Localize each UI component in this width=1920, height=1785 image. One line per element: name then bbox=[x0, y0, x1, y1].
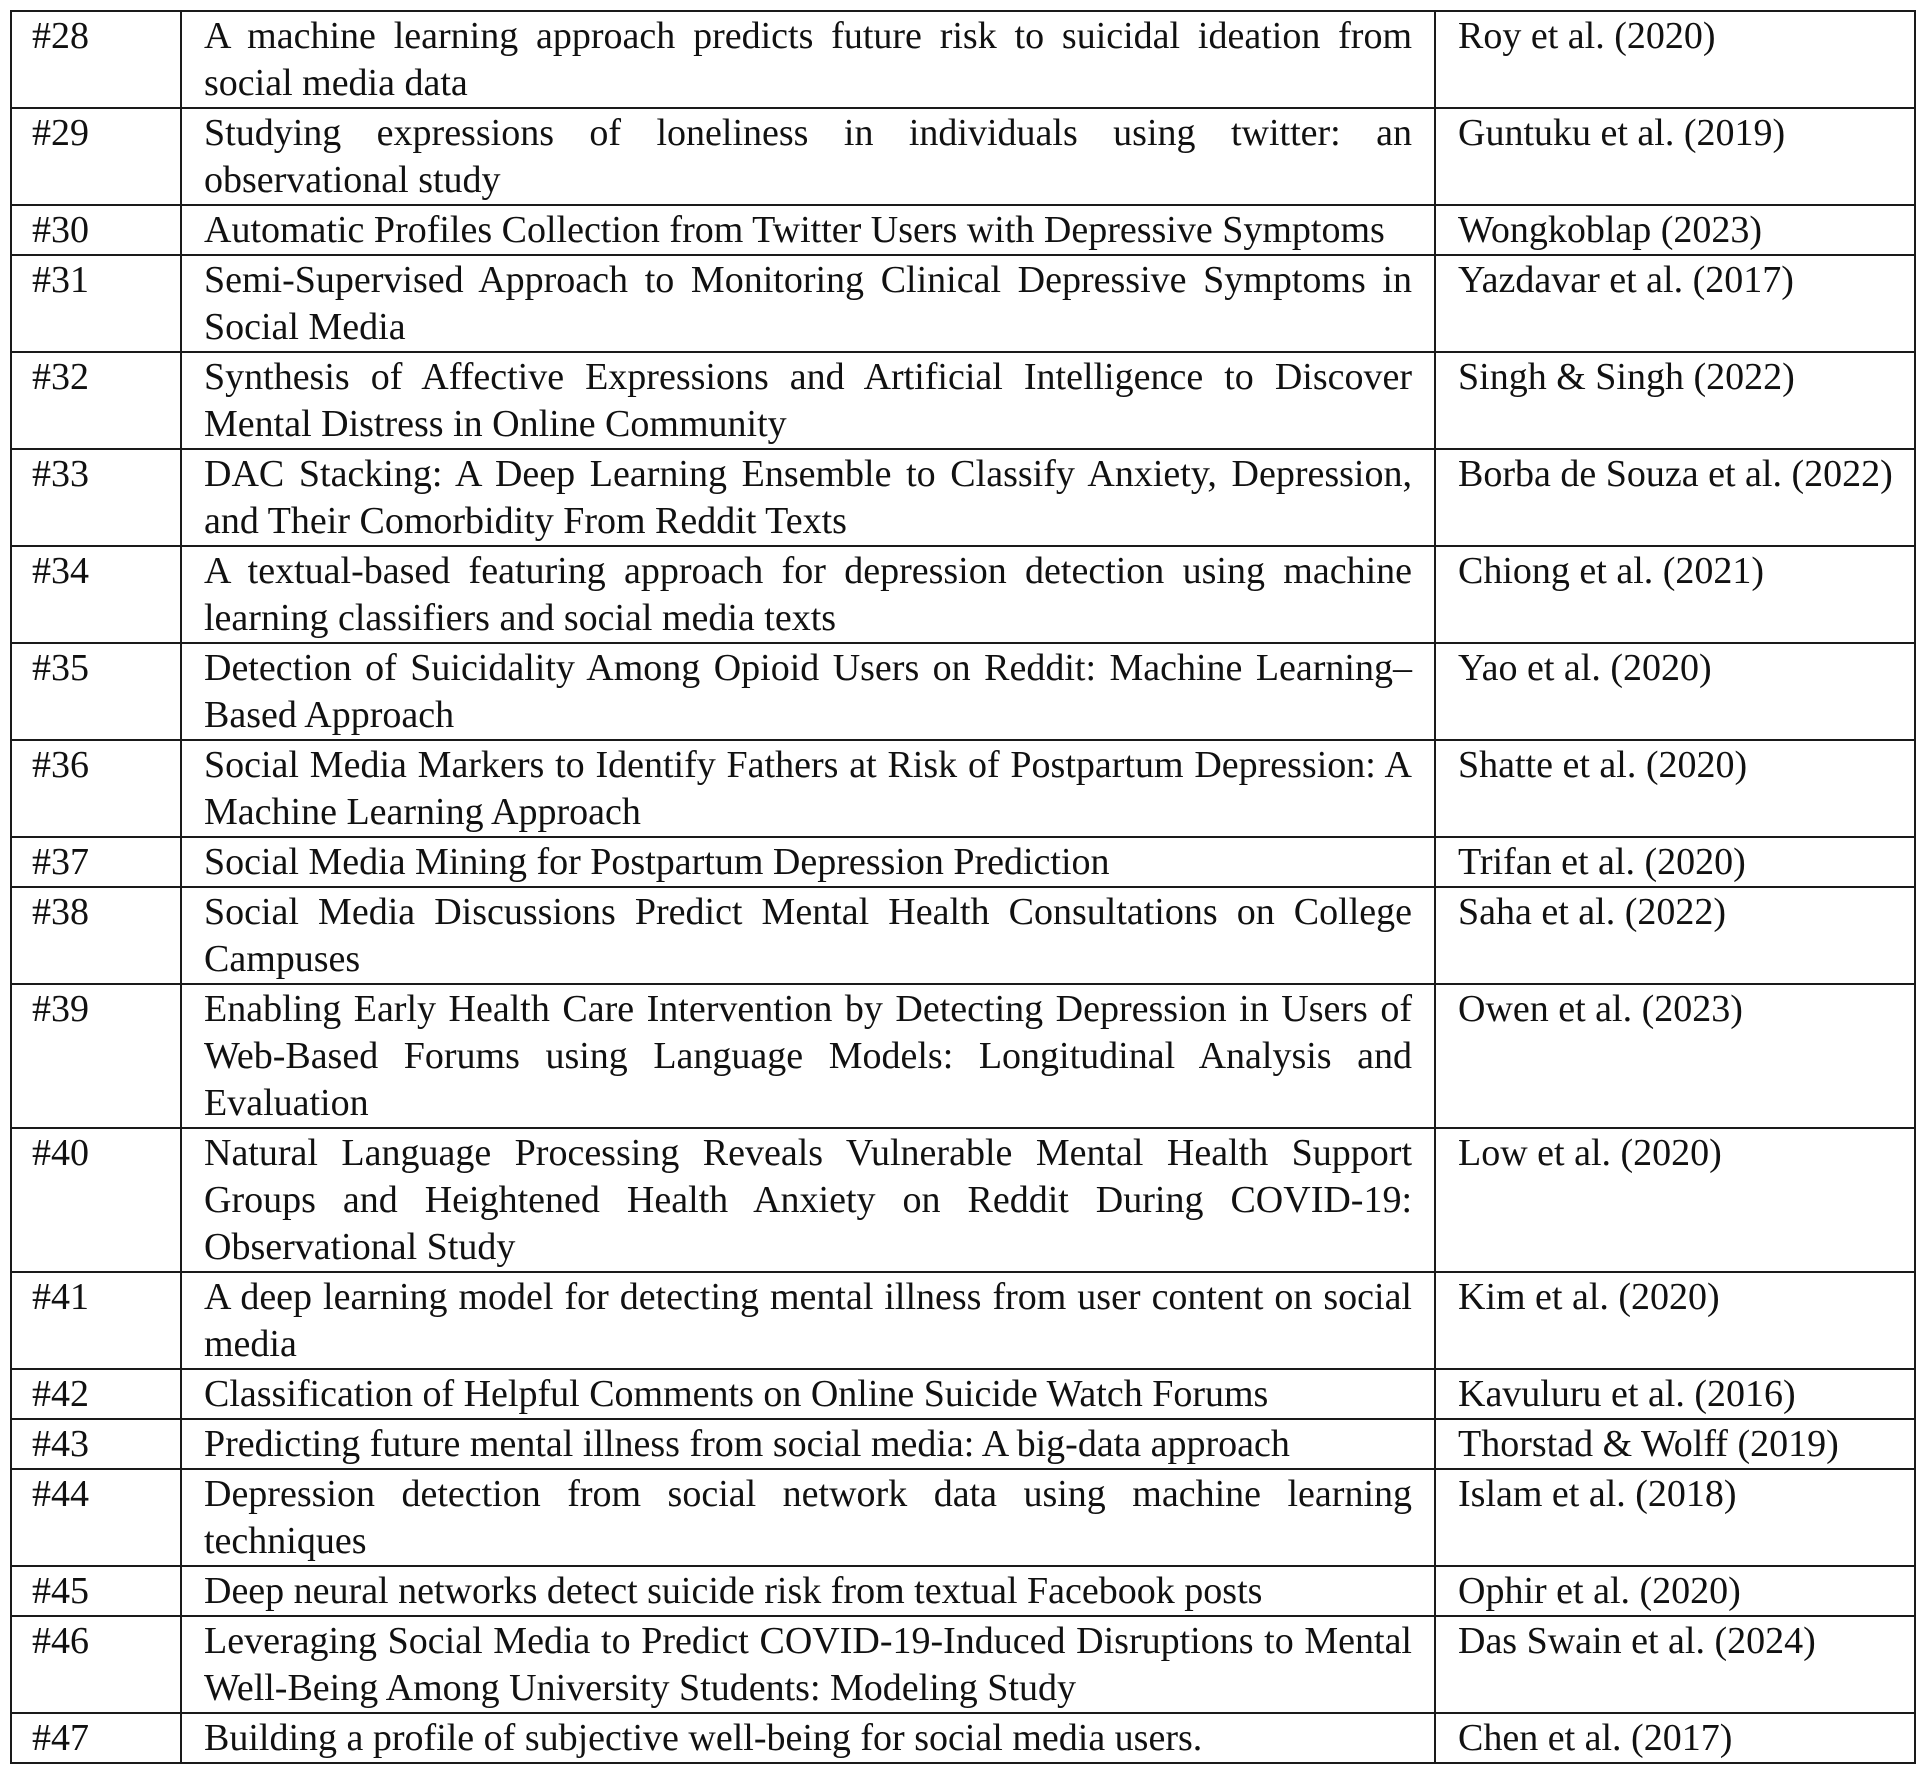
paper-title: A deep learning model for detecting mental illness from user content on social media bbox=[181, 1272, 1435, 1369]
entry-number: #29 bbox=[11, 108, 181, 205]
entry-number: #47 bbox=[11, 1713, 181, 1763]
table-row bbox=[11, 205, 1915, 255]
table-row bbox=[11, 11, 1915, 108]
paper-title: A machine learning approach predicts future risk to suicidal ideation from social media data bbox=[181, 11, 1435, 108]
paper-authors: Borba de Souza et al. (2022) bbox=[1435, 449, 1915, 546]
entry-number: #34 bbox=[11, 546, 181, 643]
table-row bbox=[11, 1369, 1915, 1419]
paper-authors: Shatte et al. (2020) bbox=[1435, 740, 1915, 837]
references-table bbox=[10, 10, 1916, 1764]
paper-title: Detection of Suicidality Among Opioid Users on Reddit: Machine Learning–Based Approach bbox=[181, 643, 1435, 740]
paper-title: Building a profile of subjective well-being for social media users. bbox=[181, 1713, 1435, 1763]
entry-number: #45 bbox=[11, 1566, 181, 1616]
entry-number: #28 bbox=[11, 11, 181, 108]
paper-authors: Owen et al. (2023) bbox=[1435, 984, 1915, 1128]
table-row bbox=[11, 1469, 1915, 1566]
paper-title: Depression detection from social network data using machine learning techniques bbox=[181, 1469, 1435, 1566]
entry-number: #35 bbox=[11, 643, 181, 740]
entry-number: #36 bbox=[11, 740, 181, 837]
entry-number: #44 bbox=[11, 1469, 181, 1566]
entry-number: #46 bbox=[11, 1616, 181, 1713]
paper-authors: Low et al. (2020) bbox=[1435, 1128, 1915, 1272]
table-row bbox=[11, 887, 1915, 984]
table-row bbox=[11, 984, 1915, 1128]
paper-authors: Wongkoblap (2023) bbox=[1435, 205, 1915, 255]
paper-title: Leveraging Social Media to Predict COVID-19-Induced Disruptions to Mental Well-Being Among University Students: Modeling Study bbox=[181, 1616, 1435, 1713]
paper-authors: Trifan et al. (2020) bbox=[1435, 837, 1915, 887]
paper-authors: Ophir et al. (2020) bbox=[1435, 1566, 1915, 1616]
paper-authors: Thorstad & Wolff (2019) bbox=[1435, 1419, 1915, 1469]
entry-number: #30 bbox=[11, 205, 181, 255]
entry-number: #31 bbox=[11, 255, 181, 352]
entry-number: #40 bbox=[11, 1128, 181, 1272]
table-row bbox=[11, 546, 1915, 643]
paper-authors: Singh & Singh (2022) bbox=[1435, 352, 1915, 449]
paper-authors: Chen et al. (2017) bbox=[1435, 1713, 1915, 1763]
paper-title: Social Media Discussions Predict Mental Health Consultations on College Campuses bbox=[181, 887, 1435, 984]
table-row bbox=[11, 449, 1915, 546]
paper-authors: Roy et al. (2020) bbox=[1435, 11, 1915, 108]
table-row bbox=[11, 1419, 1915, 1469]
paper-authors: Islam et al. (2018) bbox=[1435, 1469, 1915, 1566]
table-row bbox=[11, 740, 1915, 837]
entry-number: #32 bbox=[11, 352, 181, 449]
entry-number: #41 bbox=[11, 1272, 181, 1369]
table-row bbox=[11, 1616, 1915, 1713]
table-row bbox=[11, 837, 1915, 887]
paper-title: DAC Stacking: A Deep Learning Ensemble to Classify Anxiety, Depression, and Their Comorbidity From Reddit Texts bbox=[181, 449, 1435, 546]
table-row bbox=[11, 108, 1915, 205]
paper-authors: Yazdavar et al. (2017) bbox=[1435, 255, 1915, 352]
entry-number: #33 bbox=[11, 449, 181, 546]
paper-title: Enabling Early Health Care Intervention by Detecting Depression in Users of Web-Based Forums using Language Models: Longitudinal Analysis and Evaluation bbox=[181, 984, 1435, 1128]
table-row bbox=[11, 1566, 1915, 1616]
paper-title: Classification of Helpful Comments on Online Suicide Watch Forums bbox=[181, 1369, 1435, 1419]
paper-title: Automatic Profiles Collection from Twitter Users with Depressive Symptoms bbox=[181, 205, 1435, 255]
paper-title: A textual-based featuring approach for depression detection using machine learning classifiers and social media texts bbox=[181, 546, 1435, 643]
paper-title: Social Media Markers to Identify Fathers at Risk of Postpartum Depression: A Machine Learning Approach bbox=[181, 740, 1435, 837]
entry-number: #39 bbox=[11, 984, 181, 1128]
table-row bbox=[11, 255, 1915, 352]
table-row bbox=[11, 1713, 1915, 1763]
table-row bbox=[11, 643, 1915, 740]
paper-authors: Guntuku et al. (2019) bbox=[1435, 108, 1915, 205]
table-row bbox=[11, 1272, 1915, 1369]
paper-title: Studying expressions of loneliness in individuals using twitter: an observational study bbox=[181, 108, 1435, 205]
paper-title: Predicting future mental illness from social media: A big-data approach bbox=[181, 1419, 1435, 1469]
entry-number: #42 bbox=[11, 1369, 181, 1419]
entry-number: #43 bbox=[11, 1419, 181, 1469]
table-row bbox=[11, 1128, 1915, 1272]
paper-authors: Yao et al. (2020) bbox=[1435, 643, 1915, 740]
references-table-body bbox=[11, 11, 1915, 1763]
paper-title: Natural Language Processing Reveals Vulnerable Mental Health Support Groups and Heightened Health Anxiety on Reddit During COVID-19: Observational Study bbox=[181, 1128, 1435, 1272]
paper-authors: Saha et al. (2022) bbox=[1435, 887, 1915, 984]
paper-title: Semi-Supervised Approach to Monitoring Clinical Depressive Symptoms in Social Media bbox=[181, 255, 1435, 352]
paper-title: Synthesis of Affective Expressions and Artificial Intelligence to Discover Mental Distress in Online Community bbox=[181, 352, 1435, 449]
paper-authors: Das Swain et al. (2024) bbox=[1435, 1616, 1915, 1713]
entry-number: #37 bbox=[11, 837, 181, 887]
table-row bbox=[11, 352, 1915, 449]
paper-title: Social Media Mining for Postpartum Depression Prediction bbox=[181, 837, 1435, 887]
entry-number: #38 bbox=[11, 887, 181, 984]
paper-authors: Kavuluru et al. (2016) bbox=[1435, 1369, 1915, 1419]
paper-authors: Chiong et al. (2021) bbox=[1435, 546, 1915, 643]
paper-title: Deep neural networks detect suicide risk from textual Facebook posts bbox=[181, 1566, 1435, 1616]
paper-authors: Kim et al. (2020) bbox=[1435, 1272, 1915, 1369]
